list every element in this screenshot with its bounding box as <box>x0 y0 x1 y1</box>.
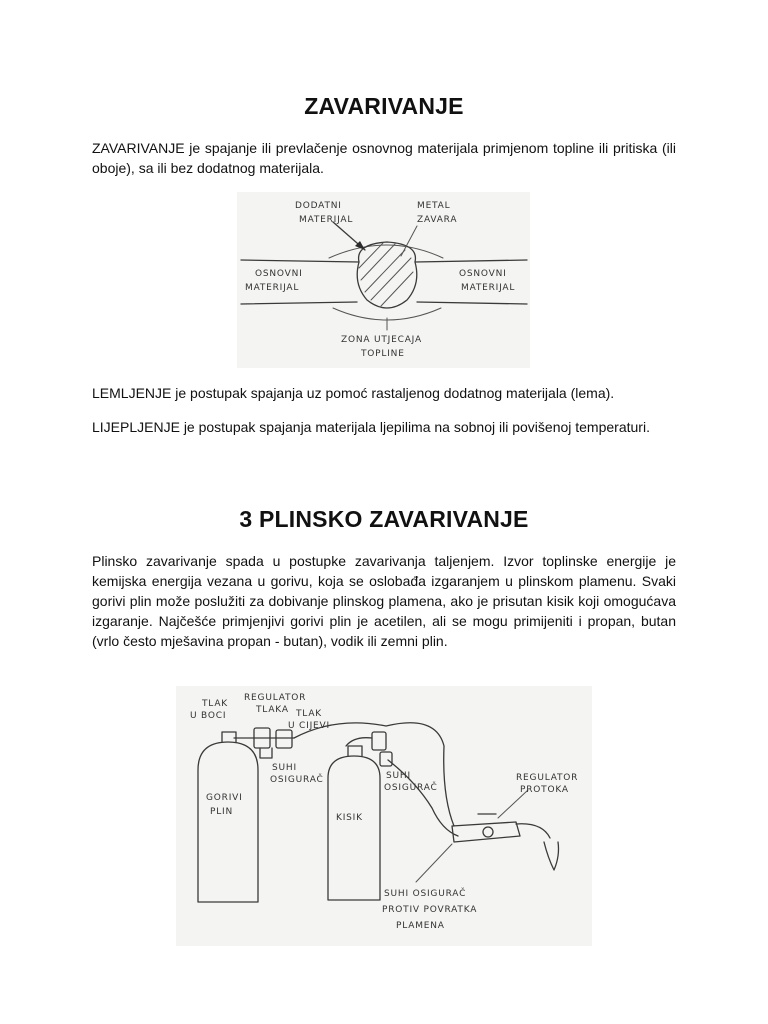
oxygen-cylinder <box>328 756 380 900</box>
heat-zone-top <box>329 245 443 258</box>
right-plate-top-edge <box>415 260 527 262</box>
label-povratni-2: PROTIV POVRATKA <box>382 905 478 915</box>
torch-nozzle <box>516 824 550 838</box>
section-title-plinsko-zavarivanje: 3 PLINSKO ZAVARIVANJE <box>239 506 529 532</box>
lijepljenje-paragraph: LIJEPLJENJE je postupak spajanja materijala ljepilima na sobnoj ili povišenoj temperaturi. <box>92 419 650 435</box>
label-dodatni-line2: MATERIJAL <box>299 215 354 225</box>
torch-valve <box>483 827 493 837</box>
oxygen-regulator-pipe <box>346 738 372 746</box>
torch-handle <box>452 822 520 842</box>
metal-zavara-leader <box>401 226 417 256</box>
label-osnovni-right-line1: OSNOVNI <box>459 269 507 279</box>
intro-paragraph: ZAVARIVANJE je spajanje ili prevlačenje osnovnog materijala primjenom topline ili pritiska (ili oboje), sa ili bez dodatnog materijala. <box>92 140 676 176</box>
fuel-regulator-gauge-2 <box>276 730 292 748</box>
oxygen-regulator-gauge <box>372 732 386 750</box>
label-osnovni-left-line1: OSNOVNI <box>255 269 303 279</box>
weld-hatch-4 <box>381 272 413 306</box>
label-metal-line2: ZAVARA <box>417 215 458 225</box>
label-regulator-tlaka-1: REGULATOR <box>244 693 307 703</box>
label-gorivi-plin-2: PLIN <box>210 807 234 817</box>
section-title-zavarivanje: ZAVARIVANJE <box>304 93 464 119</box>
label-kisik: KISIK <box>336 813 363 823</box>
lemljenje-paragraph: LEMLJENJE je postupak spajanja uz pomoć rastaljenog dodatnog materijala (lema). <box>92 385 615 401</box>
label-metal-line1: METAL <box>417 201 451 211</box>
plinsko-paragraph: Plinsko zavarivanje spada u postupke zavarivanja taljenjem. Izvor toplinske energije je kemijska energija vezana u gorivu, koja se oslobađa izgaranjem u plinskom plamenu. Svaki gorivi plin može poslužiti za dobivanje plinskog plamena, ako je prisutan kisik koji omogućava izgaranje. Najčešće primjenjivi gorivi plin je acetilen, ali se mogu primijeniti i propan, butan (vrlo često mješavina propan - butan), vodik ili zemni plin. <box>92 553 676 649</box>
right-plate-bottom-edge <box>417 302 527 304</box>
oxygen-dry-safety <box>380 752 392 766</box>
fuel-cylinder-neck <box>222 732 236 742</box>
left-plate-bottom-edge <box>241 302 357 304</box>
label-tlak-u-cijevi-1: TLAK <box>296 709 322 719</box>
label-suhi-osigurac-2a: SUHI <box>386 771 411 781</box>
left-plate-top-edge <box>241 260 359 262</box>
label-zona-line2: TOPLINE <box>361 349 405 359</box>
label-povratni-1: SUHI OSIGURAČ <box>384 889 467 899</box>
oxygen-cylinder-neck <box>348 746 362 756</box>
gas-welding-sketch <box>176 686 592 946</box>
gas-welding-drawing <box>176 686 592 946</box>
weld-joint-sketch <box>237 192 530 368</box>
weld-hatch-3 <box>361 244 395 280</box>
torch-flame <box>544 842 559 870</box>
povratni-leader <box>416 844 452 882</box>
label-gorivi-plin-1: GORIVI <box>206 793 243 803</box>
label-osnovni-left-line2: MATERIJAL <box>245 283 300 293</box>
label-dodatni-line1: DODATNI <box>295 201 342 211</box>
label-regulator-tlaka-2: TLAKA <box>256 705 289 715</box>
label-regulator-protoka-2: PROTOKA <box>520 785 569 795</box>
weld-joint-drawing <box>237 192 530 368</box>
label-regulator-protoka-1: REGULATOR <box>516 773 579 783</box>
label-povratni-3: PLAMENA <box>396 921 445 931</box>
label-tlak-u-cijevi-2: U CIJEVI <box>288 721 330 731</box>
label-osnovni-right-line2: MATERIJAL <box>461 283 516 293</box>
fuel-cylinder <box>198 742 258 902</box>
label-suhi-osigurac-2b: OSIGURAČ <box>384 783 438 793</box>
label-tlak-u-boci-2: U BOCI <box>190 711 227 721</box>
label-suhi-osigurac-1b: OSIGURAČ <box>270 775 324 785</box>
label-zona-line1: ZONA UTJECAJA <box>341 335 422 345</box>
label-tlak-u-boci-1: TLAK <box>202 699 228 709</box>
fuel-regulator-valve <box>260 748 272 758</box>
label-suhi-osigurac-1a: SUHI <box>272 763 297 773</box>
